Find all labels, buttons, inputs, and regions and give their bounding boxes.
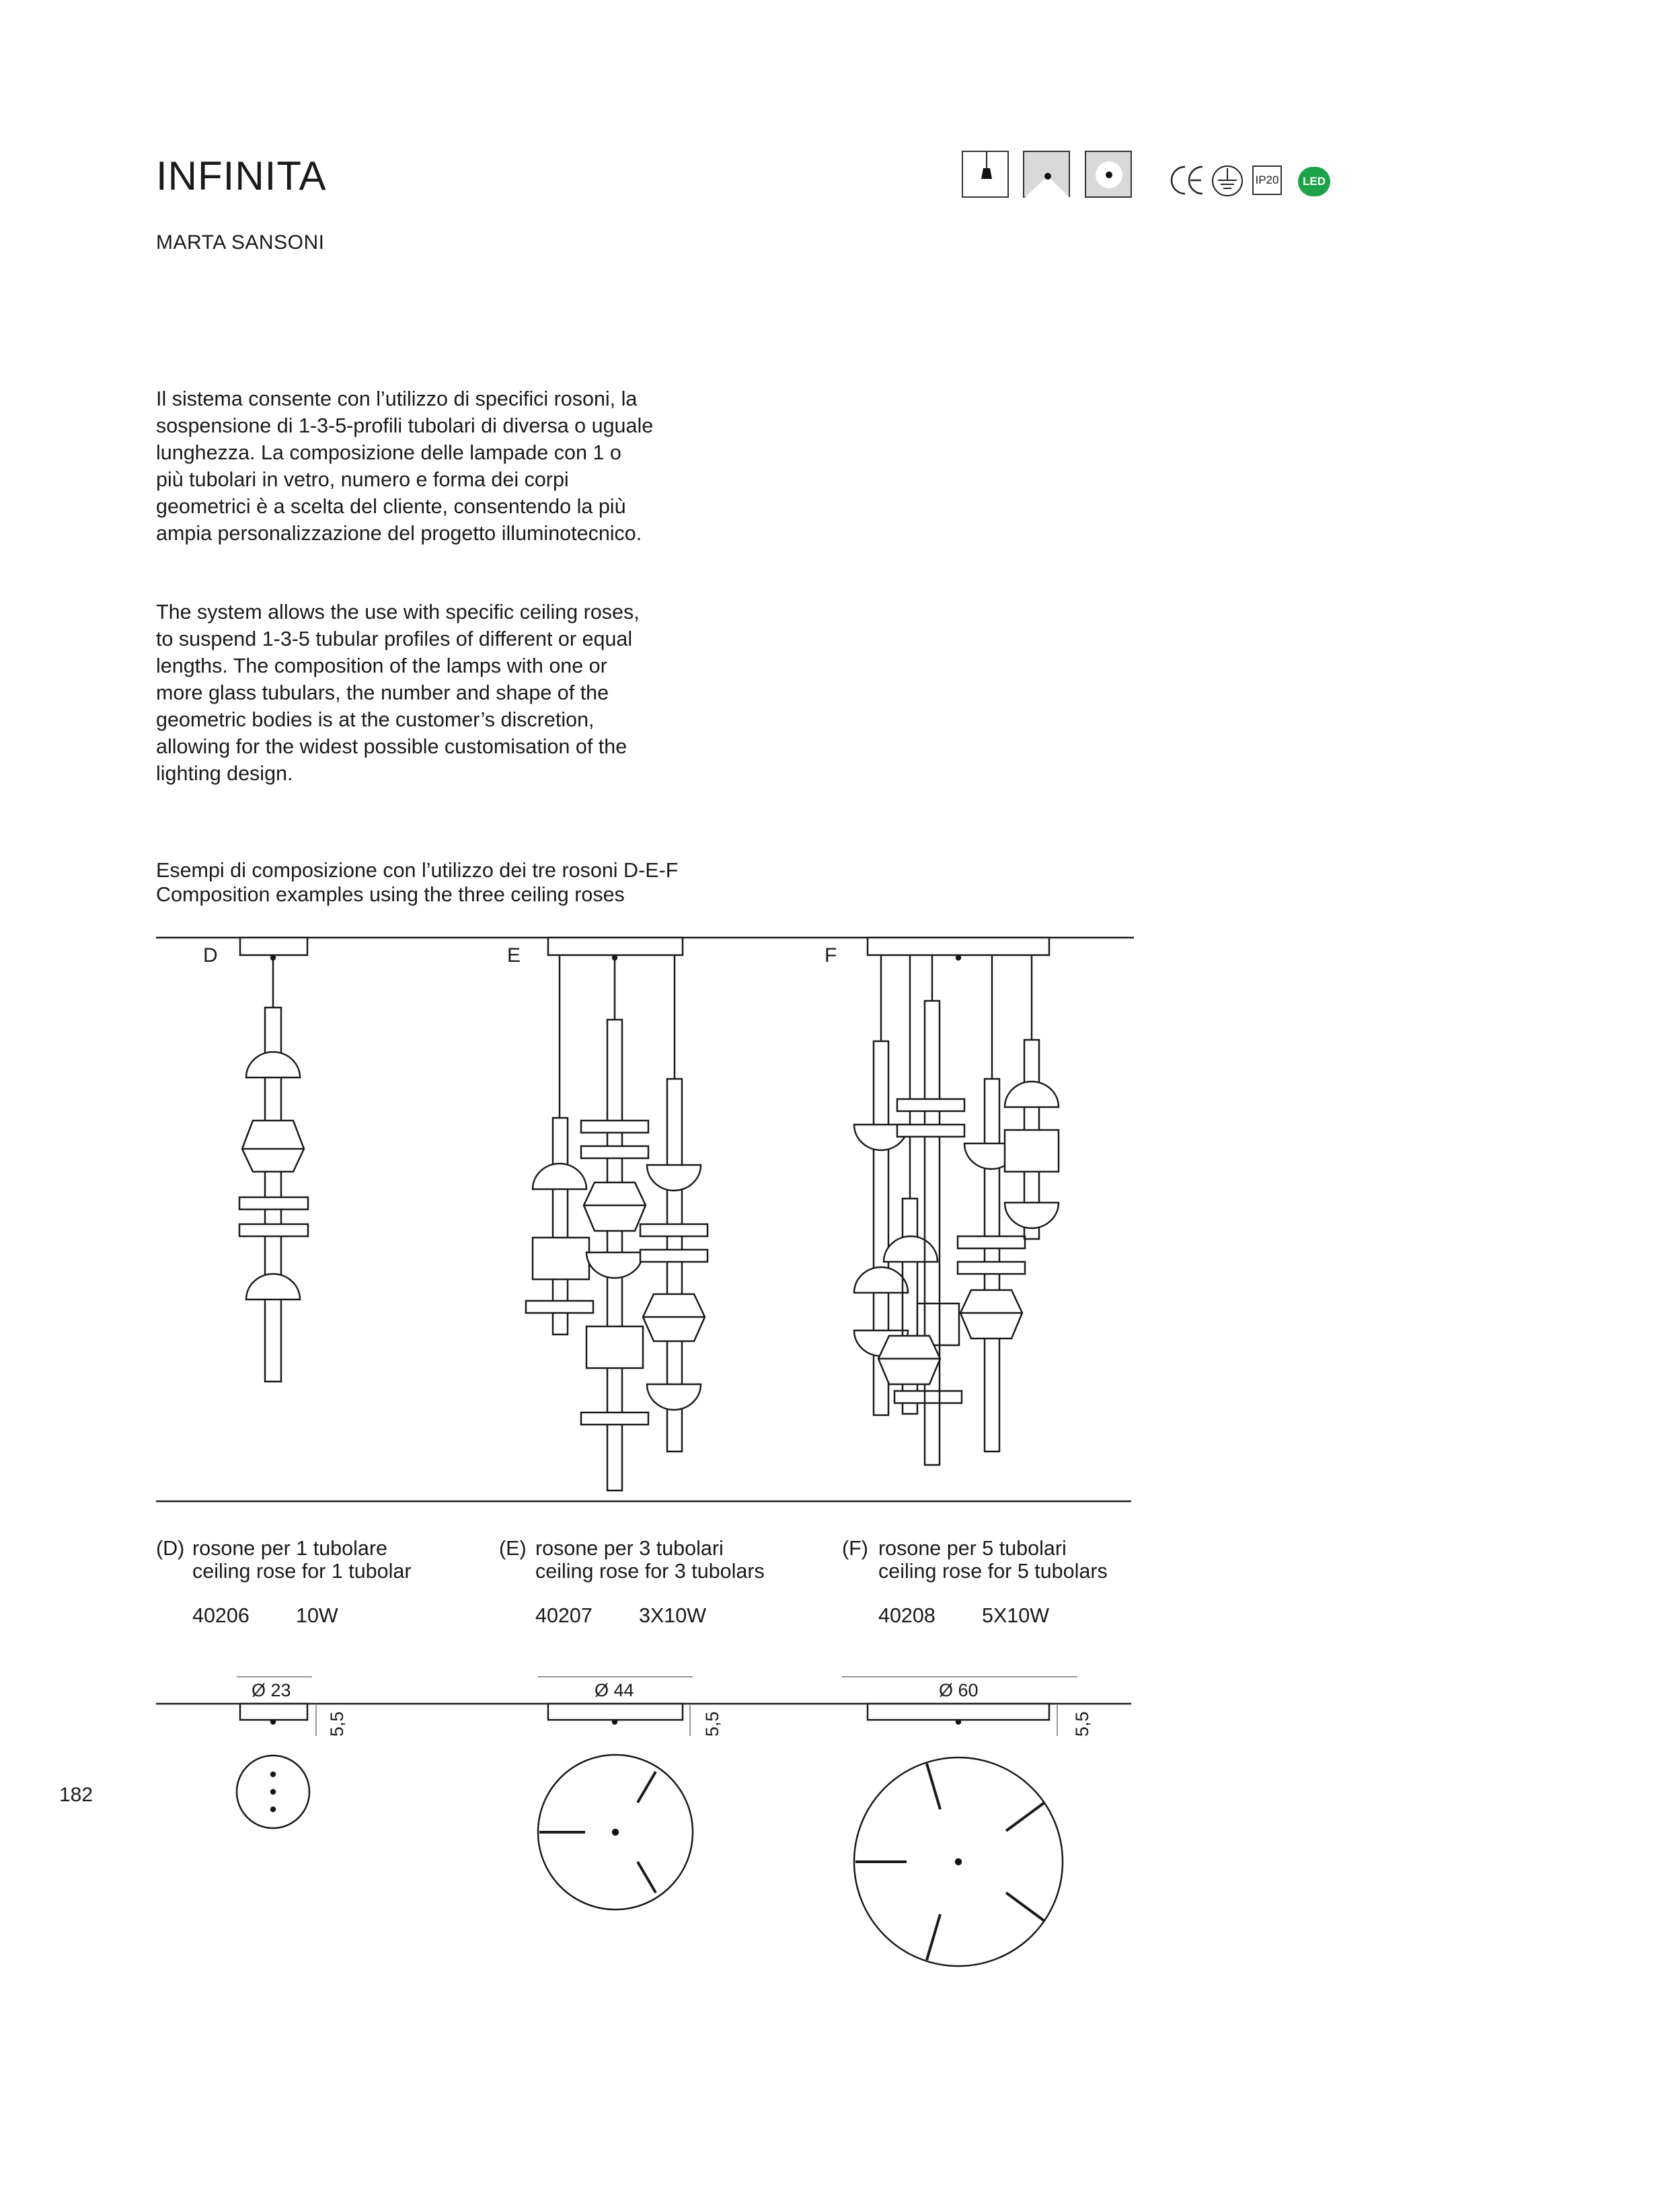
model-f-info (842, 1537, 1151, 1631)
height-f: 5,5 (1072, 1711, 1092, 1737)
model-e-tag: (E) (499, 1537, 527, 1560)
rose-f-side (868, 1704, 1049, 1720)
rose-f-plan (854, 1758, 1063, 1966)
examples-caption-en: Composition examples using the three ceiling roses (156, 883, 625, 906)
model-letter-d: D (203, 944, 218, 967)
model-d-code: 40206 (192, 1604, 250, 1627)
model-f-label-en: ceiling rose for 5 tubolars (878, 1560, 1108, 1583)
height-e: 5,5 (702, 1711, 722, 1737)
rose-d-plan (237, 1756, 309, 1828)
model-letter-e: E (507, 944, 521, 967)
rose-e-plan (538, 1755, 693, 1910)
pendant-e (526, 938, 708, 1491)
led-badge-icon: LED (1298, 167, 1330, 196)
diameter-e: Ø 44 (595, 1680, 634, 1700)
model-d-label-it: rosone per 1 tubolare (192, 1537, 387, 1560)
rose-d-side (240, 1704, 307, 1720)
page-number: 182 (59, 1784, 93, 1806)
model-e-power: 3X10W (639, 1604, 707, 1627)
product-title: INFINITA (156, 153, 327, 198)
rose-e-side (548, 1704, 683, 1720)
model-d-tag: (D) (156, 1537, 185, 1560)
designer-name: MARTA SANSONI (156, 231, 325, 254)
model-e-label-en: ceiling rose for 3 tubolars (535, 1560, 765, 1583)
model-f-label-it: rosone per 5 tubolari (878, 1537, 1067, 1560)
model-e-code: 40207 (535, 1604, 593, 1627)
description-english: The system allows the use with specific ceiling roses, to suspend 1-3-5 tubular profiles of different or equal lengths. The composition of the lamps with one or more glass tubulars, the number and shape of the geometric bodies is at the customer’s discretion, allowing for the widest possible customisation of the lighting design. (156, 601, 640, 785)
model-d-power: 10W (296, 1604, 338, 1627)
model-d-info (156, 1537, 452, 1631)
diameter-d: Ø 23 (252, 1680, 291, 1700)
model-letter-f: F (825, 944, 837, 967)
model-e-info (499, 1537, 808, 1631)
model-f-tag: (F) (842, 1537, 868, 1560)
model-e-label-it: rosone per 3 tubolari (535, 1537, 724, 1560)
diameter-f: Ø 60 (939, 1680, 979, 1700)
pendant-d (239, 938, 308, 1382)
description-italian: Il sistema consente con l’utilizzo di specifici rosoni, la sospensione di 1-3-5-profili tubolari di diversa o uguale lunghezza. La composizione delle lampade con 1 o più tubolari in vetro, numero e forma dei corpi geometrici è a scelta del cliente, consentendo la più ampia personalizzazione del progetto illuminotecnico. (156, 387, 654, 545)
height-d: 5,5 (327, 1711, 347, 1737)
examples-caption-it: Esempi di composizione con l’utilizzo dei tre rosoni D-E-F (156, 859, 679, 882)
model-d-label-en: ceiling rose for 1 tubolar (192, 1560, 412, 1583)
pendant-f (854, 938, 1059, 1465)
model-f-power: 5X10W (982, 1604, 1050, 1627)
model-f-code: 40208 (878, 1604, 936, 1627)
ip-rating-icon: IP20 (1252, 165, 1282, 195)
